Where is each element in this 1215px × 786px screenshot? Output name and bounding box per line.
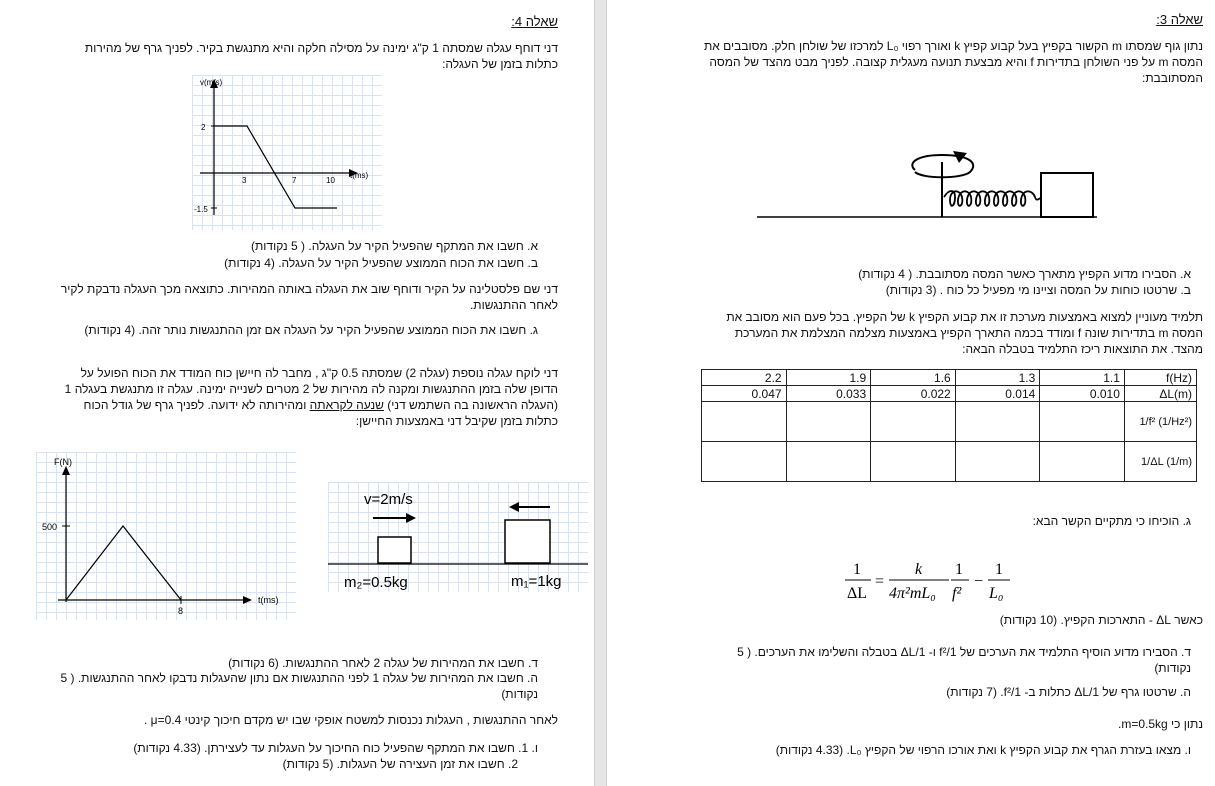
table-cell-empty xyxy=(1040,442,1125,482)
row-label-f: f(Hz) xyxy=(1124,370,1196,386)
ytick-neg1.5: -1.5 xyxy=(194,205,208,214)
v-axis-label: v(m/s) xyxy=(200,78,223,87)
force-graph xyxy=(36,452,296,620)
table-cell-empty xyxy=(955,442,1040,482)
mass-block xyxy=(1041,173,1093,217)
table-cell-empty xyxy=(955,402,1040,442)
t-axis-label-2: t(ms) xyxy=(258,595,279,605)
table-cell: 0.014 xyxy=(955,386,1040,402)
row-label-inv-f2: 1/f² (1/Hz²) xyxy=(1124,402,1196,442)
force-graph-svg xyxy=(36,452,296,620)
cart-1-mass: m₁=1kg xyxy=(511,573,562,590)
cart-1 xyxy=(505,520,550,563)
q4-part-a: א. חשבו את המתקף שהפעיל הקיר על העגלה. ( 5 נקודות) xyxy=(251,239,538,253)
row-label-inv-dl: 1/ΔL (1/m) xyxy=(1124,442,1196,482)
table-cell-empty xyxy=(702,442,787,482)
table-cell: 0.010 xyxy=(1040,386,1125,402)
q3-part-d: ד. הסבירו מדוע הוסיף התלמיד את הערכים של 1/f² ו- 1/ΔL בטבלה והשלימו את הערכים. ( 5 נקודות) xyxy=(737,645,1191,675)
q4-part-h: ה. חשבו את המהירות של עגלה 1 לפני ההתנגשות אם נתון שהעגלות נדבקו לאחר ההתנגשות. ( 5 נקודות) xyxy=(60,671,538,701)
table-cell: 1.6 xyxy=(871,370,956,386)
para3-text-b: ומהירותה לא ידועה. לפניך גרף של גודל הכוח כתלות בזמן שקיבל דני באמצעות החיישן: xyxy=(83,398,558,428)
formula-lhs-num: 1 xyxy=(853,561,861,578)
question-3-title: שאלה 3: xyxy=(1156,12,1203,27)
table-cell-empty xyxy=(702,402,787,442)
q4-paragraph-4: לאחר ההתנגשות , העגלות נכנסות למשטח אופקי שבו יש מקדם חיכוך קינטי 0.4=μ . xyxy=(143,713,558,727)
q3-part-b: ב. שרטטו כוחות על המסה וציינו מי מפעיל כל כוח . (3 נקודות) xyxy=(885,283,1191,297)
left-page xyxy=(0,0,594,786)
formula-r2-den: f² xyxy=(952,585,962,602)
table-cell-empty xyxy=(786,402,871,442)
formula-r2-num: 1 xyxy=(955,561,963,578)
q4-part-g: ג. חשבו את הכוח הממוצע שהפעיל הקיר על העגלה אם זמן ההתנגשות נותר זהה. (4 נקודות) xyxy=(84,323,538,337)
results-table xyxy=(701,369,1197,482)
formula-r3-num: 1 xyxy=(995,561,1003,578)
table-cell: 0.033 xyxy=(786,386,871,402)
spring-diagram xyxy=(757,145,1117,225)
right-page xyxy=(607,0,1215,786)
para3-underlined: שנעה לקראתה xyxy=(309,398,384,412)
question-4-intro: דני דוחף עגלה שמסתה 1 ק"ג ימינה על מסילה חלקה והיא מתנגשת בקיר. לפניך גרף של מהירות כתלות בזמן של העגלה: xyxy=(84,41,558,71)
para3-text-a: דני לוקח עגלה נוספת (עגלה 2) שמסתה 0.5 ק"ג , מחבר לה חיישן כוח המודד את הכוח הפועל על הדופן שלה בזמן ההתנגשות ומקנה לה מהירות של 2 מטרים לשנייה ימינה. עגלה זו מתנגשת בעגלה 1 (העגלה הראשונה בה השתמש דני) xyxy=(64,366,558,412)
ytick-2: 2 xyxy=(201,123,206,132)
table-cell: 1.9 xyxy=(786,370,871,386)
table-row-f xyxy=(702,370,1197,386)
cart-2-mass: m₂=0.5kg xyxy=(344,574,408,591)
formula-r3-den: L₀ xyxy=(989,585,1004,602)
table-row-inv-dl xyxy=(702,442,1197,482)
q4-part-v2: 2. חשבו את זמן העצירה של העגלות. (5 נקודות) xyxy=(282,757,518,771)
q3-part-a: א. הסבירו מדוע הקפיץ מתארך כאשר המסה מסתובבת. ( 4 נקודות) xyxy=(858,267,1191,281)
q3-part-v: ו. מצאו בעזרת הגרף את קבוע הקפיץ k ואת אורכו הרפוי של הקפיץ L₀. (4.33 נקודות) xyxy=(775,743,1191,757)
f-axis-label: F(N) xyxy=(54,457,72,467)
table-cell-empty xyxy=(786,442,871,482)
xtick-8: 8 xyxy=(178,606,184,616)
formula xyxy=(845,558,1025,608)
xtick-3: 3 xyxy=(242,176,247,185)
cart-2 xyxy=(378,537,411,563)
question-3-intro: נתון גוף שמסתו m הקשור בקפיץ בעל קבוע קפיץ k ואורך רפוי L₀ למרכזו של שולחן חלק. מסובבים את המסה m על פני השולחן בתדירות f והיא מבצעת תנועה מעגלית קצובה. לפניך מבט מהצד של המסה המסתובבת: xyxy=(703,39,1203,85)
spring-coil xyxy=(944,191,1044,206)
q3-paragraph-2: תלמיד מעוניין למצוא באמצעות מערכת זו את קבוע הקפיץ k של הקפיץ. בכל פעם הוא מסובב את המסה m בתדירות שונה f ומודד בכמה התארך הקפיץ באמצעות מצלמה המצלמת את המערכת מהצד. את התוצאות ריכז התלמיד בטבלה הבאה: xyxy=(726,310,1203,356)
table-cell-empty xyxy=(1040,402,1125,442)
table-cell: 2.2 xyxy=(702,370,787,386)
table-row-dl xyxy=(702,386,1197,402)
question-4-title: שאלה 4: xyxy=(511,14,558,29)
q4-paragraph-3 xyxy=(58,365,558,429)
q4-part-b: ב. חשבו את הכוח הממוצע שהפעיל הקיר על העגלה. (4 נקודות) xyxy=(224,256,538,270)
carts-diagram xyxy=(328,482,588,592)
q3-where: כאשר ΔL - התארכות הקפיץ. (10 נקודות) xyxy=(999,613,1203,627)
page-gutter xyxy=(594,0,607,786)
svg-text:−: − xyxy=(974,573,984,590)
velocity-graph xyxy=(192,75,382,230)
ytick-500: 500 xyxy=(42,522,58,532)
row-label-dl: ΔL(m) xyxy=(1124,386,1196,402)
q4-part-d: ד. חשבו את המהירות של עגלה 2 לאחר ההתנגשות. (6 נקודות) xyxy=(228,656,538,670)
table-cell: 1.1 xyxy=(1040,370,1125,386)
svg-text:=: = xyxy=(875,573,885,590)
table-cell: 0.022 xyxy=(871,386,956,402)
carts-svg xyxy=(328,482,588,592)
q4-part-v1: ו. 1. חשבו את המתקף שהפעיל כוח החיכוך על העגלות עד לעצירתן. (4.33 נקודות) xyxy=(133,741,538,755)
table-row-inv-f2 xyxy=(702,402,1197,442)
xtick-7: 7 xyxy=(292,176,297,185)
xtick-10: 10 xyxy=(326,176,335,185)
formula-lhs-den: ΔL xyxy=(847,585,868,602)
table-cell: 0.047 xyxy=(702,386,787,402)
q4-paragraph-2: דני שם פלסטלינה על הקיר ודוחף שוב את העגלה באותה המהירות. כתוצאה מכך העגלה נדבקת לקיר לאחר ההתנגשות. xyxy=(60,282,558,312)
formula-r1-num: k xyxy=(915,561,923,578)
table-cell-empty xyxy=(871,442,956,482)
q3-part-h: ה. שרטטו גרף של 1/ΔL כתלות ב- 1/f². (7 נקודות) xyxy=(946,685,1191,699)
t-axis-label: t(ms) xyxy=(350,171,369,180)
table-cell-empty xyxy=(871,402,956,442)
table-cell: 1.3 xyxy=(955,370,1040,386)
q3-given: נתון כי m=0.5kg. xyxy=(1118,717,1203,731)
formula-r1-den: 4π²mL₀ xyxy=(889,585,936,602)
cart-2-velocity: v=2m/s xyxy=(364,491,413,508)
q3-part-g: ג. הוכיחו כי מתקיים הקשר הבא: xyxy=(1032,514,1191,528)
velocity-graph-svg xyxy=(192,75,382,230)
